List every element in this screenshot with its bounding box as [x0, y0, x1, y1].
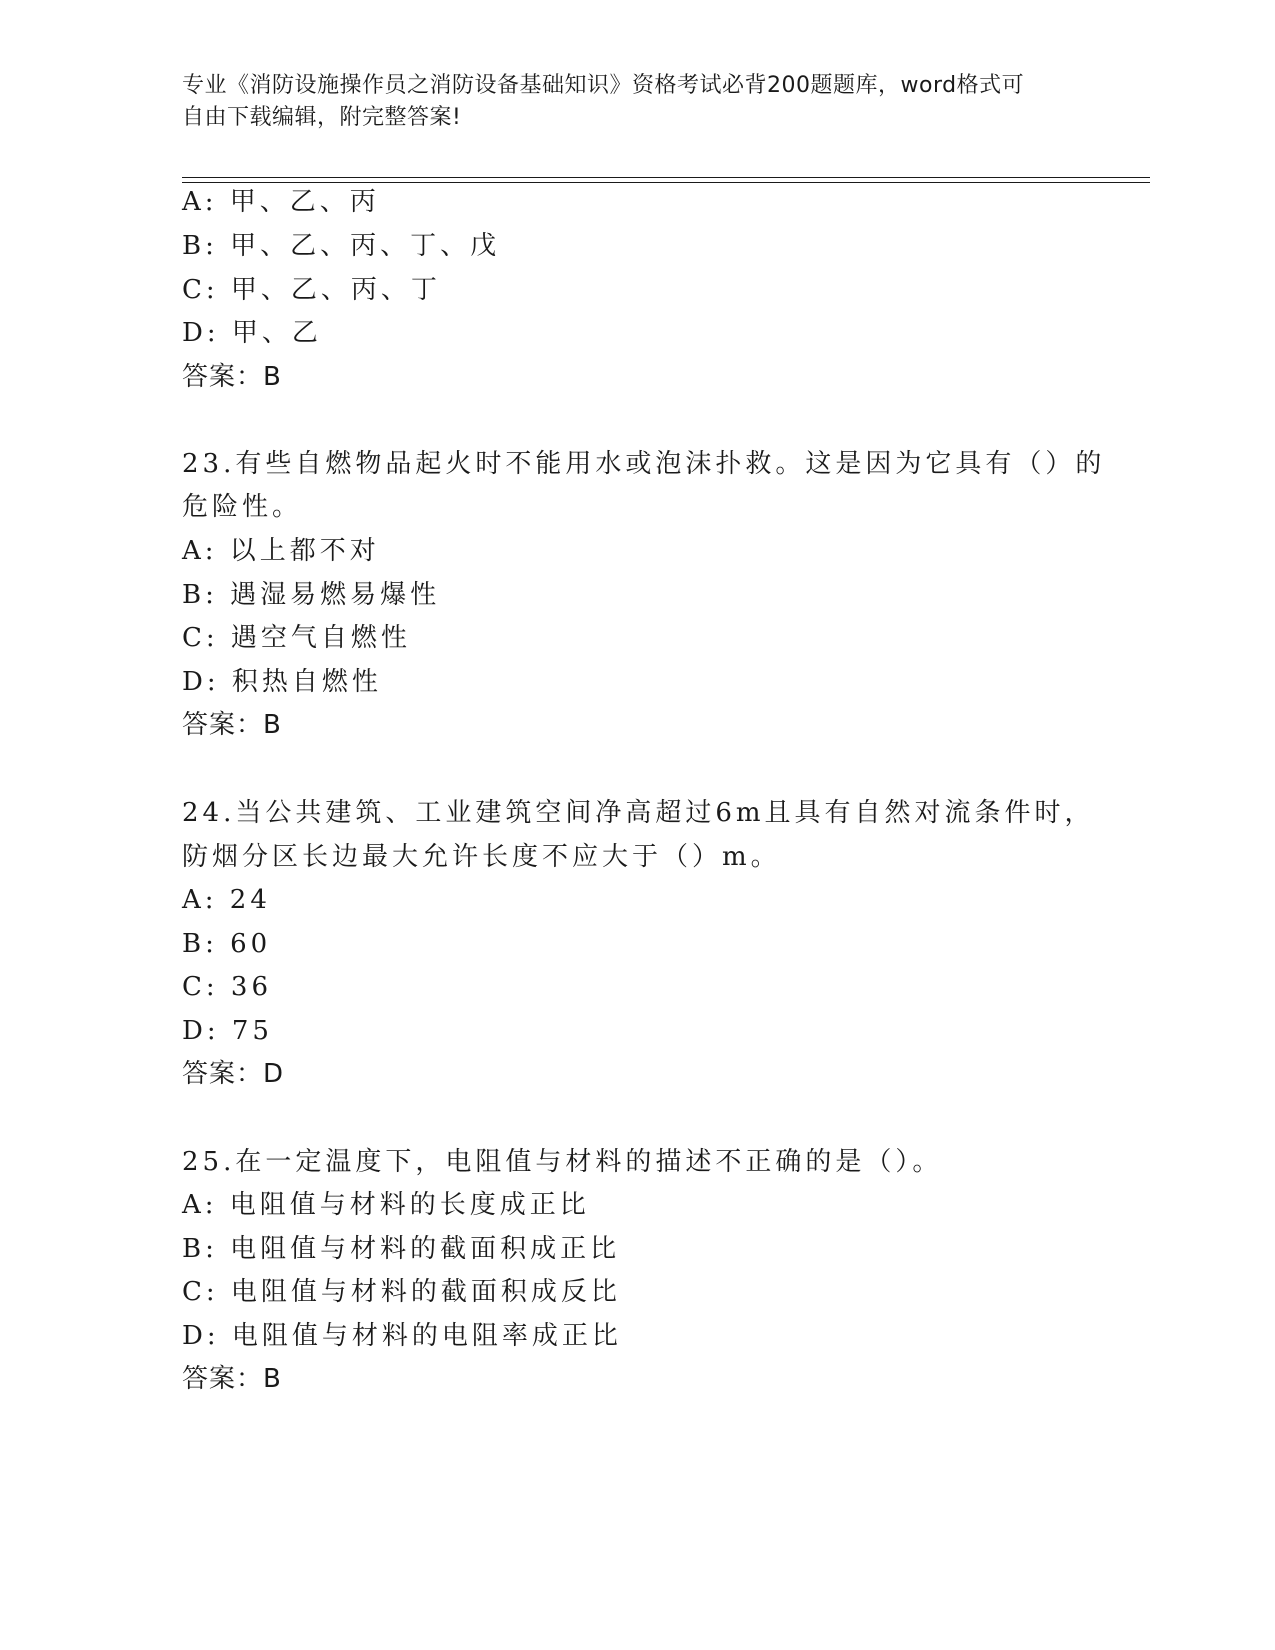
- q22-answer: 答案：B: [182, 362, 282, 392]
- q25-option-b: B: 电阻值与材料的截面积成正比: [182, 1234, 621, 1264]
- q24-option-c: C: 36: [182, 972, 273, 1002]
- q25-option-d: D: 电阻值与材料的电阻率成正比: [182, 1321, 622, 1351]
- q22-option-c: C: 甲、乙、丙、丁: [182, 275, 441, 305]
- document-header: 专业《消防设施操作员之消防设备基础知识》资格考试必背200题题库，word格式可自由下载编辑，附完整答案!: [182, 73, 1025, 130]
- q24-question-line1: 24.当公共建筑、工业建筑空间净高超过6m且具有自然对流条件时，: [182, 798, 1095, 828]
- q25-option-a: A: 电阻值与材料的长度成正比: [182, 1190, 590, 1220]
- q24-question-line2: 防烟分区长边最大允许长度不应大于（）m。: [182, 842, 781, 872]
- q22-option-b: B: 甲、乙、丙、丁、戊: [182, 231, 501, 261]
- q23-option-b: B: 遇湿易燃易爆性: [182, 580, 441, 610]
- q24-option-b: B: 60: [182, 929, 272, 959]
- header-rule-top: [182, 177, 1150, 178]
- q25-option-c: C: 电阻值与材料的截面积成反比: [182, 1277, 621, 1307]
- q23-question-line1: 23.有些自燃物品起火时不能用水或泡沫扑救。这是因为它具有（）的: [182, 449, 1106, 479]
- q22-option-d: D: 甲、乙: [182, 318, 322, 348]
- q23-answer: 答案：B: [182, 710, 282, 740]
- header-rule-bottom: [182, 182, 1150, 183]
- q23-option-c: C: 遇空气自燃性: [182, 623, 411, 653]
- q24-option-a: A: 24: [182, 885, 271, 915]
- q24-answer: 答案：D: [182, 1059, 285, 1089]
- q23-question-line2: 危险性。: [182, 492, 303, 522]
- q25-question-line1: 25.在一定温度下，电阻值与材料的描述不正确的是（）。: [182, 1147, 943, 1177]
- q24-option-d: D: 75: [182, 1016, 273, 1046]
- q23-option-d: D: 积热自燃性: [182, 667, 382, 697]
- q22-option-a: A: 甲、乙、丙: [182, 187, 380, 217]
- q23-option-a: A: 以上都不对: [182, 536, 380, 566]
- q25-answer: 答案：B: [182, 1364, 282, 1394]
